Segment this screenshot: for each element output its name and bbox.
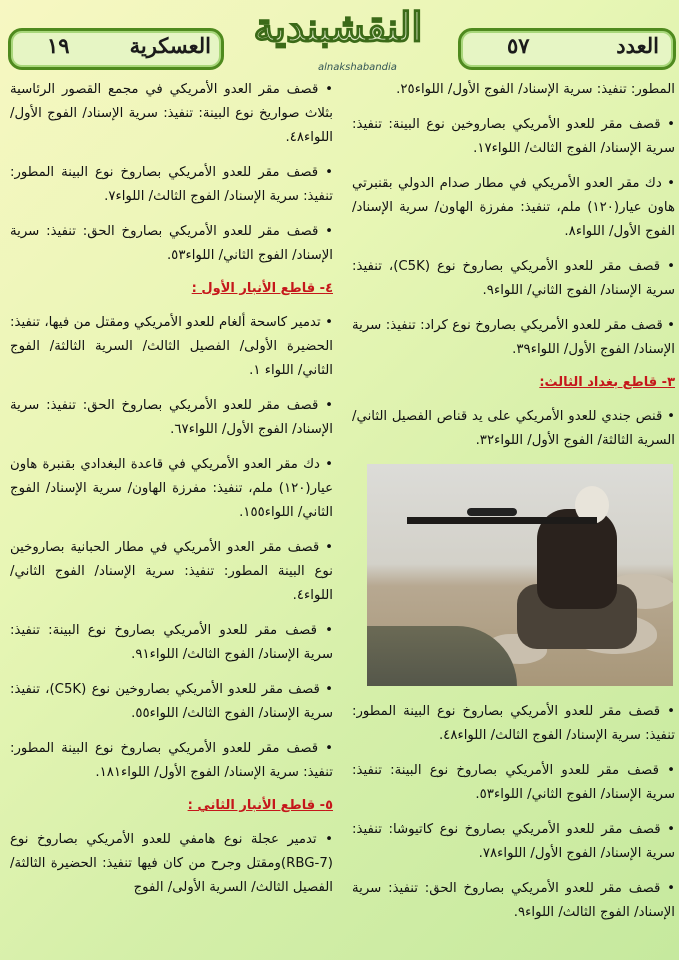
article-paragraph: • قصف مقر للعدو الأمريكي بصاروخ الحق: تنفيذ: سرية الإسناد/ الفوج الثالث/ اللواء٩.	[352, 877, 675, 925]
section-banner	[8, 28, 224, 70]
article-paragraph: • قصف مقر للعدو الأمريكي بصاروخ نوع البينة المطور: تنفيذ: سرية الإسناد/ الفوج الثالث/ اللواء٧.	[10, 161, 333, 209]
magazine-logo: النقشبندية	[253, 4, 423, 51]
section-heading: ٣- قاطع بغداد الثالث:	[539, 375, 675, 390]
left-column	[10, 78, 333, 911]
article-paragraph: • تدمير كاسحة ألغام للعدو الأمريكي ومقتل من فيها، تنفيذ: الحضيرة الأولى/ الفصيل الثالث/ السرية الثالثة/ الفوج الثاني/ اللواء ١.	[10, 311, 333, 383]
section-heading: ٥- قاطع الأنبار الثاني :	[187, 798, 333, 813]
right-column	[352, 78, 675, 936]
logo-subtitle: alnakshabandia	[318, 62, 397, 73]
article-paragraph: • قصف مقر للعدو الأمريكي بصاروخ نوع كاتيوشا: تنفيذ: سرية الإسناد/ الفوج الأول/ اللواء٧٨.	[352, 818, 675, 866]
article-paragraph: • قصف مقر للعدو الأمريكي بصاروخين نوع (C5K)، تنفيذ: سرية الإسناد/ الفوج الثالث/ اللواء٥٥.	[10, 678, 333, 726]
sniper-photo	[367, 464, 673, 686]
article-paragraph: المطور: تنفيذ: سرية الإسناد/ الفوج الأول/ اللواء٢٥.	[396, 82, 675, 97]
article-paragraph: • قصف مقر للعدو الأمريكي بصاروخ نوع (C5K)، تنفيذ: سرية الإسناد/ الفوج الثاني/ اللواء٩.	[352, 255, 675, 303]
article-paragraph: • قصف مقر للعدو الأمريكي بصاروخ نوع البينة المطور: تنفيذ: سرية الإسناد/ الفوج الثالث/ اللواء٤٨.	[352, 700, 675, 748]
issue-banner	[458, 28, 676, 70]
issue-number: ٥٧	[507, 33, 530, 58]
article-paragraph: • قصف مقر للعدو الأمريكي بصاروخين نوع البينة: تنفيذ: سرية الإسناد/ الفوج الثالث/ اللواء١٧.	[352, 113, 675, 161]
article-paragraph: • قصف مقر للعدو الأمريكي بصاروخ الحق: تنفيذ: سرية الإسناد/ الفوج الثاني/ اللواء٥٣.	[10, 220, 333, 268]
section-heading: ٤- قاطع الأنبار الأول :	[191, 281, 333, 296]
page-number: ١٩	[47, 33, 70, 58]
issue-label: العدد	[616, 33, 659, 58]
article-paragraph: • دك مقر العدو الأمريكي في قاعدة البغدادي بقنبرة هاون عيار(١٢٠) ملم، تنفيذ: مفرزة الهاون/ سرية الإسناد/ الفوج الثاني/ اللواء١٥٥.	[10, 453, 333, 525]
page-header	[0, 0, 679, 78]
article-paragraph: • قصف مقر العدو الأمريكي في مطار الحبانية بصاروخين نوع البينة المطور: تنفيذ: سرية الإسناد/ الفوج الثاني/ اللواء٤.	[10, 536, 333, 608]
article-paragraph: • قصف مقر للعدو الأمريكي بصاروخ نوع البينة: تنفيذ: سرية الإسناد/ الفوج الثاني/ اللواء٥٣.	[352, 759, 675, 807]
article-paragraph: • قصف مقر العدو الأمريكي في مجمع القصور الرئاسية بثلاث صواريخ نوع البينة: تنفيذ: سرية الإسناد/ الفوج الأول/ اللواء٤٨.	[10, 78, 333, 150]
article-paragraph: • قصف مقر للعدو الأمريكي بصاروخ نوع البينة المطور: تنفيذ: سرية الإسناد/ الفوج الأول/ اللواء١٨١.	[10, 737, 333, 785]
article-paragraph: • قصف مقر للعدو الأمريكي بصاروخ نوع البينة: تنفيذ: سرية الإسناد/ الفوج الثالث/ اللواء٩١.	[10, 619, 333, 667]
article-paragraph: • قصف مقر للعدو الأمريكي بصاروخ نوع كراد: تنفيذ: سرية الإسناد/ الفوج الأول/ اللواء٣٩.	[352, 314, 675, 362]
article-paragraph: • تدمير عجلة نوع هامفي للعدو الأمريكي بصاروخ نوع (RBG-7)ومقتل وجرح من كان فيها تنفيذ: الحضيرة الثالثة/ الفصيل الثالث/ السرية الأولى/ الفوج	[10, 828, 333, 900]
article-paragraph: • دك مقر العدو الأمريكي في مطار صدام الدولي بقنبرتي هاون عيار(١٢٠) ملم، تنفيذ: مفرزة الهاون/ سرية الإسناد/ الفوج الأول/ اللواء٨.	[352, 172, 675, 244]
article-paragraph: • قصف مقر للعدو الأمريكي بصاروخ الحق: تنفيذ: سرية الإسناد/ الفوج الأول/ اللواء٦٧.	[10, 394, 333, 442]
article-paragraph: • قنص جندي للعدو الأمريكي على يد قناص الفصيل الثاني/ السرية الثالثة/ الفوج الأول/ اللواء٣٢.	[352, 405, 675, 453]
section-title: العسكرية	[129, 33, 211, 58]
